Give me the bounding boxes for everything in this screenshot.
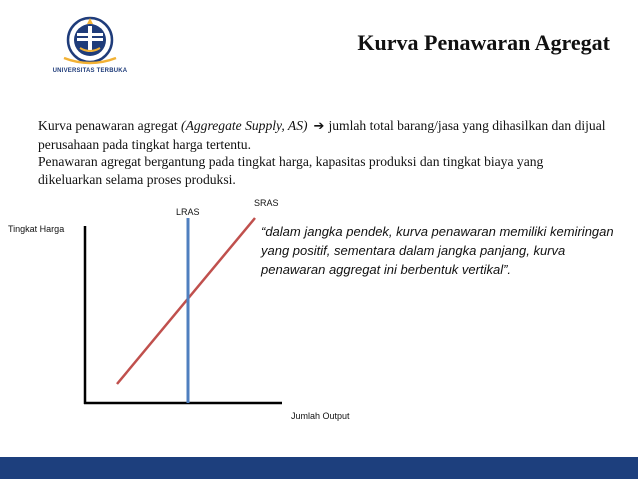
dependency-paragraph: Penawaran agregat bergantung pada tingkat harga, kapasitas produksi dan tingkat biaya yang dikeluarkan selama proses produksi. <box>38 154 544 187</box>
right-arrow-icon: ➔ <box>313 119 325 134</box>
definition-term-italic: (Aggregate Supply, AS) <box>181 118 308 133</box>
quote-text: “dalam jangka pendek, kurva penawaran memiliki kemiringan yang positif, sementara dalam jangka panjang, kurva penawaran aggregat ini berbentuk vertikal”. <box>261 224 614 277</box>
y-axis-label: Tingkat Harga <box>8 224 65 234</box>
x-axis-label: Jumlah Output <box>291 411 350 421</box>
page-title: Kurva Penawaran Agregat <box>357 30 610 55</box>
sras-curve <box>117 218 255 384</box>
definition-text-start: Kurva penawaran agregat <box>38 118 182 133</box>
lras-label: LRAS <box>176 207 200 217</box>
footer-bar <box>0 457 638 479</box>
logo-text: UNIVERSITAS TERBUKA <box>52 68 128 74</box>
definition-text-end: jumlah total barang/jasa yang dihasilkan dan dijual perusahaan pada tingkat harga tertentu. <box>38 118 606 152</box>
sras-label: SRAS <box>254 198 279 208</box>
